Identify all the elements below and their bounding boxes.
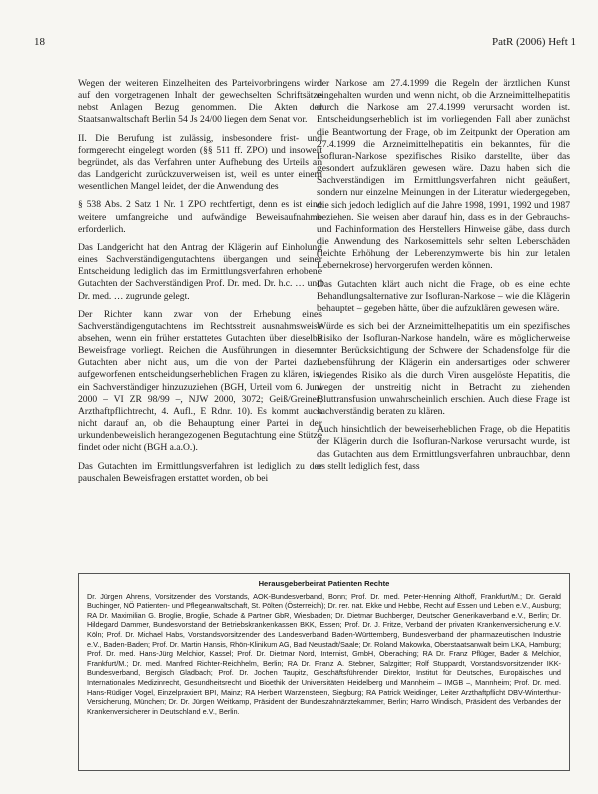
paragraph: Wegen der weiteren Einzelheiten des Parteivorbringens wird auf den vorgetragenen Inhalt der gewechselten Schriftsätze nebst Anlagen Bezug genommen. Die Akten der Staatsanwaltschaft Berlin 54 Js 24/00 liegen dem Senat vor. xyxy=(78,78,322,126)
paragraph: II. Die Berufung ist zulässig, insbesondere frist- und formgerecht eingelegt worden (§§ 511 ff. ZPO) und insoweit begründet, als das Verfahren unter Aufhebung des Urteils an das Landgericht zurückzuverweisen ist, weil es unter einem wesentlichen Mangel leidet, der die Anwendung des xyxy=(78,132,322,193)
paragraph: Würde es sich bei der Arzneimittelhepatitis um ein spezifisches Risiko der Isofluran-Narkose handeln, wäre es möglicherweise unter Berücksichtigung der Schwere der Schadensfolge für die Lebensführung der Klägerin ein andersartiges oder schwerer wiegendes Risiko als die durch Viren ausgelöste Hepatitis, die wegen der unstreitig nicht in Betracht zu ziehenden Bluttransfusion unwahrscheinlich erschien. Auch diese Frage ist sachverständig beraten zu klären. xyxy=(317,320,570,418)
page-header xyxy=(34,36,576,50)
paragraph: Der Richter kann zwar von der Erhebung eines Sachverständigengutachtens im Rechtsstreit ausnahmsweise absehen, wenn ein früher erstattetes Gutachten über dieselbe Beweisfrage vorliegt. Reichen die Ausführungen in diesem Gutachten aber nicht aus, um die von der Partei dazu aufgeworfenen entscheidungserheblichen Fragen zu klären, ist ein Sachverständiger hinzuzuziehen (BGH, Urteil vom 6. Juni 2000 – VI ZR 98/99 –, NJW 2000, 3072; Geiß/Greiner, Arzthaftpflichtrecht, 4. Aufl., E Rdnr. 10). Es kommt auch nicht darauf an, ob die Behauptung einer Partei in der urkundenbeweislich herangezogenen Begutachtung eine Stütze findet oder nicht (BGH a.a.O.). xyxy=(78,308,322,454)
journal-reference: PatR (2006) Heft 1 xyxy=(491,36,576,48)
paragraph: § 538 Abs. 2 Satz 1 Nr. 1 ZPO rechtfertigt, denn es ist eine weitere umfangreiche und aufwändige Beweisaufnahme erforderlich. xyxy=(78,199,322,235)
paragraph: der Narkose am 27.4.1999 die Regeln der ärztlichen Kunst eingehalten wurden und wenn nicht, ob die Arzneimittelhepatitis durch die Narkose am 27.4.1999 verursacht worden ist. Entscheidungserheblich ist im vorliegenden Fall aber zunächst die Beantwortung der Frage, ob im Zeitpunkt der Operation am 27.4.1999 die Arzneimittelhepatitis ein bekanntes, für die Isofluran-Narkose spezifisches Risiko darstellte, über das gesondert aufzuklären gewesen wäre. Dazu haben sich die Sachverständigen im Ermittlungsverfahren nicht geäußert, sondern nur einzelne Meinungen in der Literatur wiedergegeben, die sich jedoch lediglich auf die Jahre 1998, 1991, 1992 und 1987 beziehen. Sie weisen aber darauf hin, dass es in der Gebrauchs- und Fachinformation des Herstellers Hinweise gäbe, dass durch die Anwendung des Narkosemittels sehr selten Leberschäden (leichte Erhöhung der Leberenzymwerte bis hin zur letalen Lebernekrose) hervorgerufen werden können. xyxy=(317,78,570,272)
advisory-board-box xyxy=(78,573,570,771)
right-column xyxy=(317,78,570,479)
paragraph: Das Gutachten im Ermittlungsverfahren ist lediglich zu der pauschalen Beweisfragen erstattet worden, ob bei xyxy=(78,460,322,484)
page-number: 18 xyxy=(34,36,45,48)
advisory-board-members: Dr. Jürgen Ahrens, Vorsitzender des Vorstands, AOK-Bundesverband, Bonn; Prof. Dr. med. Peter-Henning Althoff, Frankfurt/M.; Dr. Gerald Buchinger, NÖ Patienten- und Pflegeanwaltschaft, St. Pölten (Österreich); Dr. rer. nat. Ekke und Hebbe, Recht auf Essen und Leben e.V., Ausburg; RA Dr. Maximilian G. Broglie, Broglie, Schade & Partner GbR, Wiesbaden; Dr. Dietmar Buchberger, Deutscher Generikaverband e.V., Berlin; Dr. Hildegard Dammer, Bundesvorstand der Betriebskrankenkassen BKK, Essen; Prof. Dr. J. Fritze, Verband der privaten Krankenversicherung e.V. Köln; Prof. Dr. Michael Habs, Vorstandsvorsitzender des Landesverband Baden-Württemberg, Bundesverband der pharmazeutischen Industrie e.V., Baden-Baden; Prof. Dr. Martin Hansis, Rhön-Klinikum AG, Bad Neustadt/Saale; Dr. Roland Makowka, Oberstaatsanwalt beim LKA, Hamburg; Prof. Dr. med. Hans-Jürg Melchior, Kassel; Prof. Dr. Dietmar Nord, Internist, GmbH, Oberaching; RA Dr. Franz Pflüger, Bader & Melchior, Frankfurt/M.; Dr. med. Manfred Richter-Reichhelm, Berlin; RA Dr. Franz A. Stebner, Salzgitter; Rolf Stuppardt, Vorstandsvorsitzender IKK-Bundesverband, Bergisch Gladbach; Prof. Dr. Jochen Taupitz, Geschäftsführender Direktor, Institut für Deutsches, Europäisches und Internationales Medizinrecht, Gesundheitsrecht und Bioethik der Universitäten Heidelberg und Mannheim – IMGB –, Mannheim; Prof. Dr. med. Hans-Rüdiger Vogel, Einzelpraxiert BPI, Mainz; RA Herbert Warzensteen, Siegburg; RA Patrick Weidinger, Leiter Arzthaftpflicht DBV-Winterthur-Versicherung, München; Dr. Dr. Jürgen Weitkamp, Präsident der Bundeszahnärztekammer, Berlin; Harro Windisch, Präsident des Verbandes der Krankenversicherer in Deutschland e.V., Berlin. xyxy=(87,591,561,716)
paragraph: Das Landgericht hat den Antrag der Klägerin auf Einholung eines Sachverständigengutachtens übergangen und seiner Entscheidung lediglich das im Ermittlungsverfahren erhobene Gutachten der Sachverständigen Prof. Dr. med. Dr. h.c. … und Dr. med. … zugrunde gelegt. xyxy=(78,241,322,302)
paragraph: Das Gutachten klärt auch nicht die Frage, ob es eine echte Behandlungsalternative zur Isofluran-Narkose – wie die Klägerin behauptet – gegeben hätte, über die aufzuklären gewesen wäre. xyxy=(317,278,570,314)
advisory-board-title: Herausgeberbeirat Patienten Rechte xyxy=(258,579,390,588)
left-column xyxy=(78,78,322,491)
paragraph: Auch hinsichtlich der beweiserheblichen Frage, ob die Hepatitis der Klägerin durch die Isofluran-Narkose verursacht wurde, ist das Gutachten aus dem Ermittlungsverfahren unbrauchbar, denn es stellt lediglich fest, dass xyxy=(317,424,570,472)
